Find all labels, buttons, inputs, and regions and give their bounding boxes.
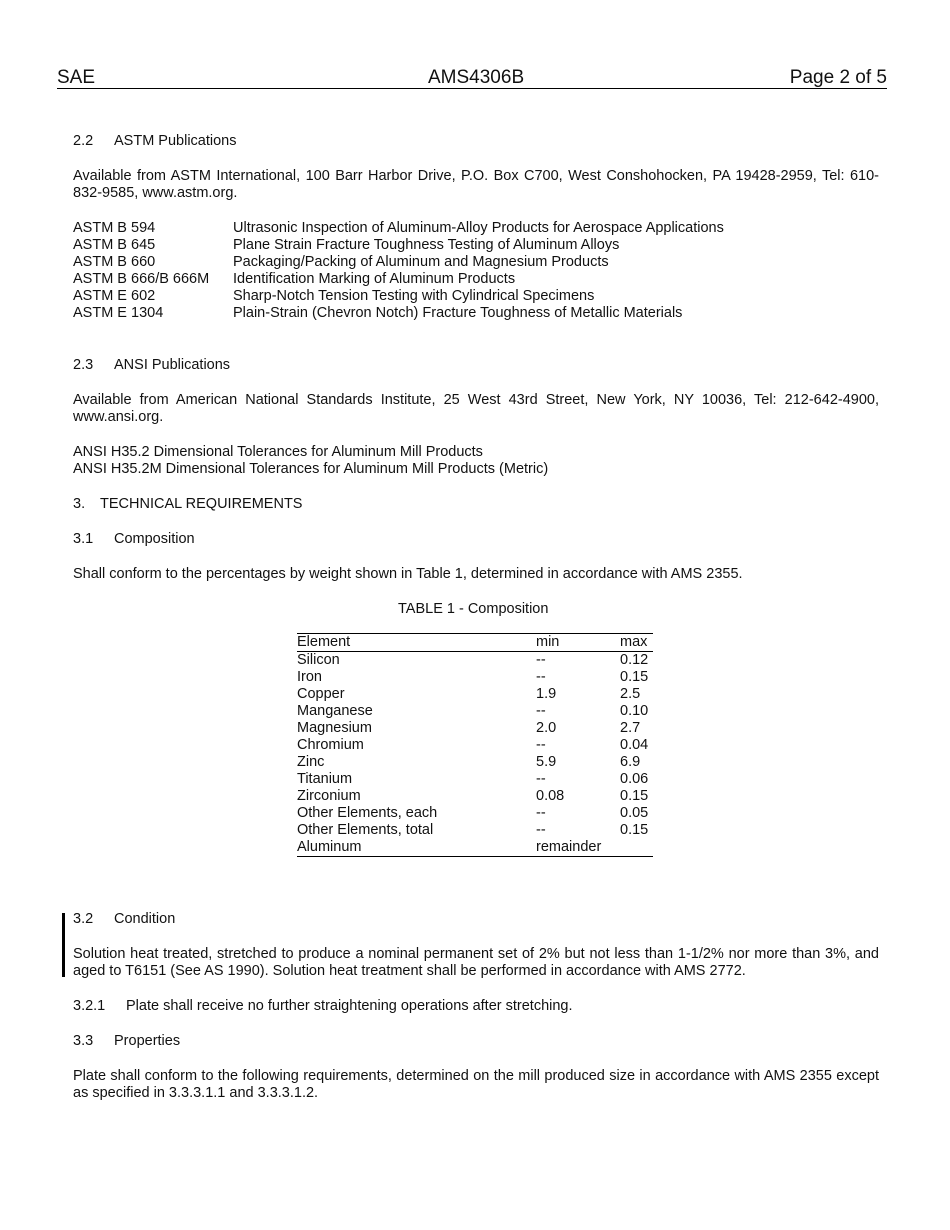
section-3-2-1-text: Plate shall receive no further straightening operations after stretching.: [126, 998, 573, 1014]
min-cell: remainder: [536, 839, 602, 855]
section-3-2-title: Condition: [114, 911, 176, 927]
min-cell: 5.9: [536, 754, 557, 770]
astm-ref-row: [73, 254, 609, 271]
astm-ref-row: [73, 288, 594, 305]
column-header-max: max: [620, 634, 648, 650]
ref-title: Plane Strain Fracture Toughness Testing of Aluminum Alloys: [233, 237, 620, 253]
min-cell: --: [536, 822, 546, 838]
element-cell: Other Elements, total: [297, 822, 434, 838]
revision-bar: [62, 913, 65, 977]
max-cell: [620, 839, 653, 857]
table-row: [297, 822, 653, 839]
header-rule: [57, 88, 887, 89]
max-cell: 0.15: [620, 822, 649, 838]
element-cell: Copper: [297, 686, 345, 702]
max-cell: 0.04: [620, 737, 649, 753]
column-header-element: Element: [297, 634, 351, 650]
section-3-2-paragraph: Solution heat treated, stretched to produce a nominal permanent set of 2% but not less than 1-1/2% nor more than 3%, and aged to T6151 (See AS 1990). Solution heat treatment shall be performed in accordance with AMS 2772.: [73, 946, 879, 979]
section-2-2-paragraph: Available from ASTM International, 100 Barr Harbor Drive, P.O. Box C700, West Conshohocken, PA 19428-2959, Tel: 610-832-9585, www.astm.org.: [73, 168, 879, 201]
section-2-3-title: ANSI Publications: [114, 357, 231, 373]
ref-code: ASTM E 602: [73, 288, 156, 304]
table-row: [297, 652, 653, 670]
table-row: [297, 839, 653, 857]
max-cell: 0.12: [620, 652, 649, 668]
column-header-min: min: [536, 634, 560, 650]
element-cell: Manganese: [297, 703, 373, 719]
table-row: [297, 686, 653, 703]
min-cell: --: [536, 669, 546, 685]
table-row: [297, 669, 653, 686]
max-cell: 2.7: [620, 720, 641, 736]
element-cell: Iron: [297, 669, 322, 685]
section-3-1-title: Composition: [114, 531, 195, 547]
max-cell: 0.05: [620, 805, 649, 821]
min-cell: 2.0: [536, 720, 557, 736]
ref-title: Ultrasonic Inspection of Aluminum-Alloy Products for Aerospace Applications: [233, 220, 724, 236]
min-cell: --: [536, 737, 546, 753]
element-cell: Zinc: [297, 754, 325, 770]
max-cell: 0.15: [620, 788, 649, 804]
section-3-2-number: 3.2: [73, 911, 94, 927]
element-cell: Zirconium: [297, 788, 361, 804]
ref-title: Identification Marking of Aluminum Products: [233, 271, 516, 287]
astm-ref-row: [73, 305, 682, 322]
table-row: [297, 703, 653, 720]
max-cell: 0.10: [620, 703, 649, 719]
section-3-3-number: 3.3: [73, 1033, 94, 1049]
ref-code: ASTM B 645: [73, 237, 156, 253]
ref-code: ASTM B 594: [73, 220, 156, 236]
section-2-3-paragraph: Available from American National Standards Institute, 25 West 43rd Street, New York, NY 10036, Tel: 212-642-4900, www.ansi.org.: [73, 392, 879, 425]
section-2-2-number: 2.2: [73, 133, 94, 149]
table-row: [297, 720, 653, 737]
min-cell: --: [536, 805, 546, 821]
section-3-2-1-number: 3.2.1: [73, 998, 106, 1014]
ref-title: Packaging/Packing of Aluminum and Magnesium Products: [233, 254, 609, 270]
ref-code: ASTM B 666/B 666M: [73, 271, 210, 287]
table-row: [297, 805, 653, 822]
max-cell: 2.5: [620, 686, 641, 702]
section-2-3-number: 2.3: [73, 357, 94, 373]
header-doc-number: AMS4306B: [428, 67, 525, 88]
element-cell: Chromium: [297, 737, 364, 753]
composition-table: [297, 633, 653, 857]
ref-title: Sharp-Notch Tension Testing with Cylindrical Specimens: [233, 288, 595, 304]
section-3-3-paragraph: Plate shall conform to the following requirements, determined on the mill produced size in accordance with AMS 2355 except as specified in 3.3.3.1.1 and 3.3.3.1.2.: [73, 1068, 879, 1101]
section-3-3-title: Properties: [114, 1033, 181, 1049]
min-cell: 1.9: [536, 686, 557, 702]
astm-ref-row: [73, 237, 619, 254]
max-cell: 0.06: [620, 771, 649, 787]
element-cell: Titanium: [297, 771, 353, 787]
ref-title: Plain-Strain (Chevron Notch) Fracture Toughness of Metallic Materials: [233, 305, 683, 321]
ansi-ref-item: ANSI H35.2 Dimensional Tolerances for Aluminum Mill Products: [73, 444, 483, 460]
section-3-title: TECHNICAL REQUIREMENTS: [100, 496, 303, 512]
min-cell: --: [536, 771, 546, 787]
astm-ref-row: [73, 271, 515, 288]
table-row: [297, 788, 653, 805]
element-cell: Other Elements, each: [297, 805, 438, 821]
section-3-number: 3.: [73, 496, 86, 512]
table-row: [297, 754, 653, 771]
element-cell: Magnesium: [297, 720, 372, 736]
table-row: [297, 771, 653, 788]
ansi-ref-item: ANSI H35.2M Dimensional Tolerances for Aluminum Mill Products (Metric): [73, 461, 549, 477]
header-org: SAE: [57, 67, 96, 88]
min-cell: --: [536, 652, 546, 668]
min-cell: --: [536, 703, 546, 719]
max-cell: 6.9: [620, 754, 641, 770]
astm-ref-row: [73, 220, 724, 237]
table-header-row: [297, 634, 653, 652]
element-cell: Aluminum: [297, 839, 362, 855]
section-2-2-title: ASTM Publications: [114, 133, 237, 149]
element-cell: Silicon: [297, 652, 340, 668]
table-row: [297, 737, 653, 754]
table-caption: TABLE 1 - Composition: [398, 601, 549, 617]
header-page-number: Page 2 of 5: [789, 67, 887, 88]
min-cell: 0.08: [536, 788, 565, 804]
ref-code: ASTM E 1304: [73, 305, 164, 321]
section-3-1-number: 3.1: [73, 531, 94, 547]
section-3-1-paragraph: Shall conform to the percentages by weight shown in Table 1, determined in accordance with AMS 2355.: [73, 566, 743, 582]
max-cell: 0.15: [620, 669, 649, 685]
ref-code: ASTM B 660: [73, 254, 156, 270]
